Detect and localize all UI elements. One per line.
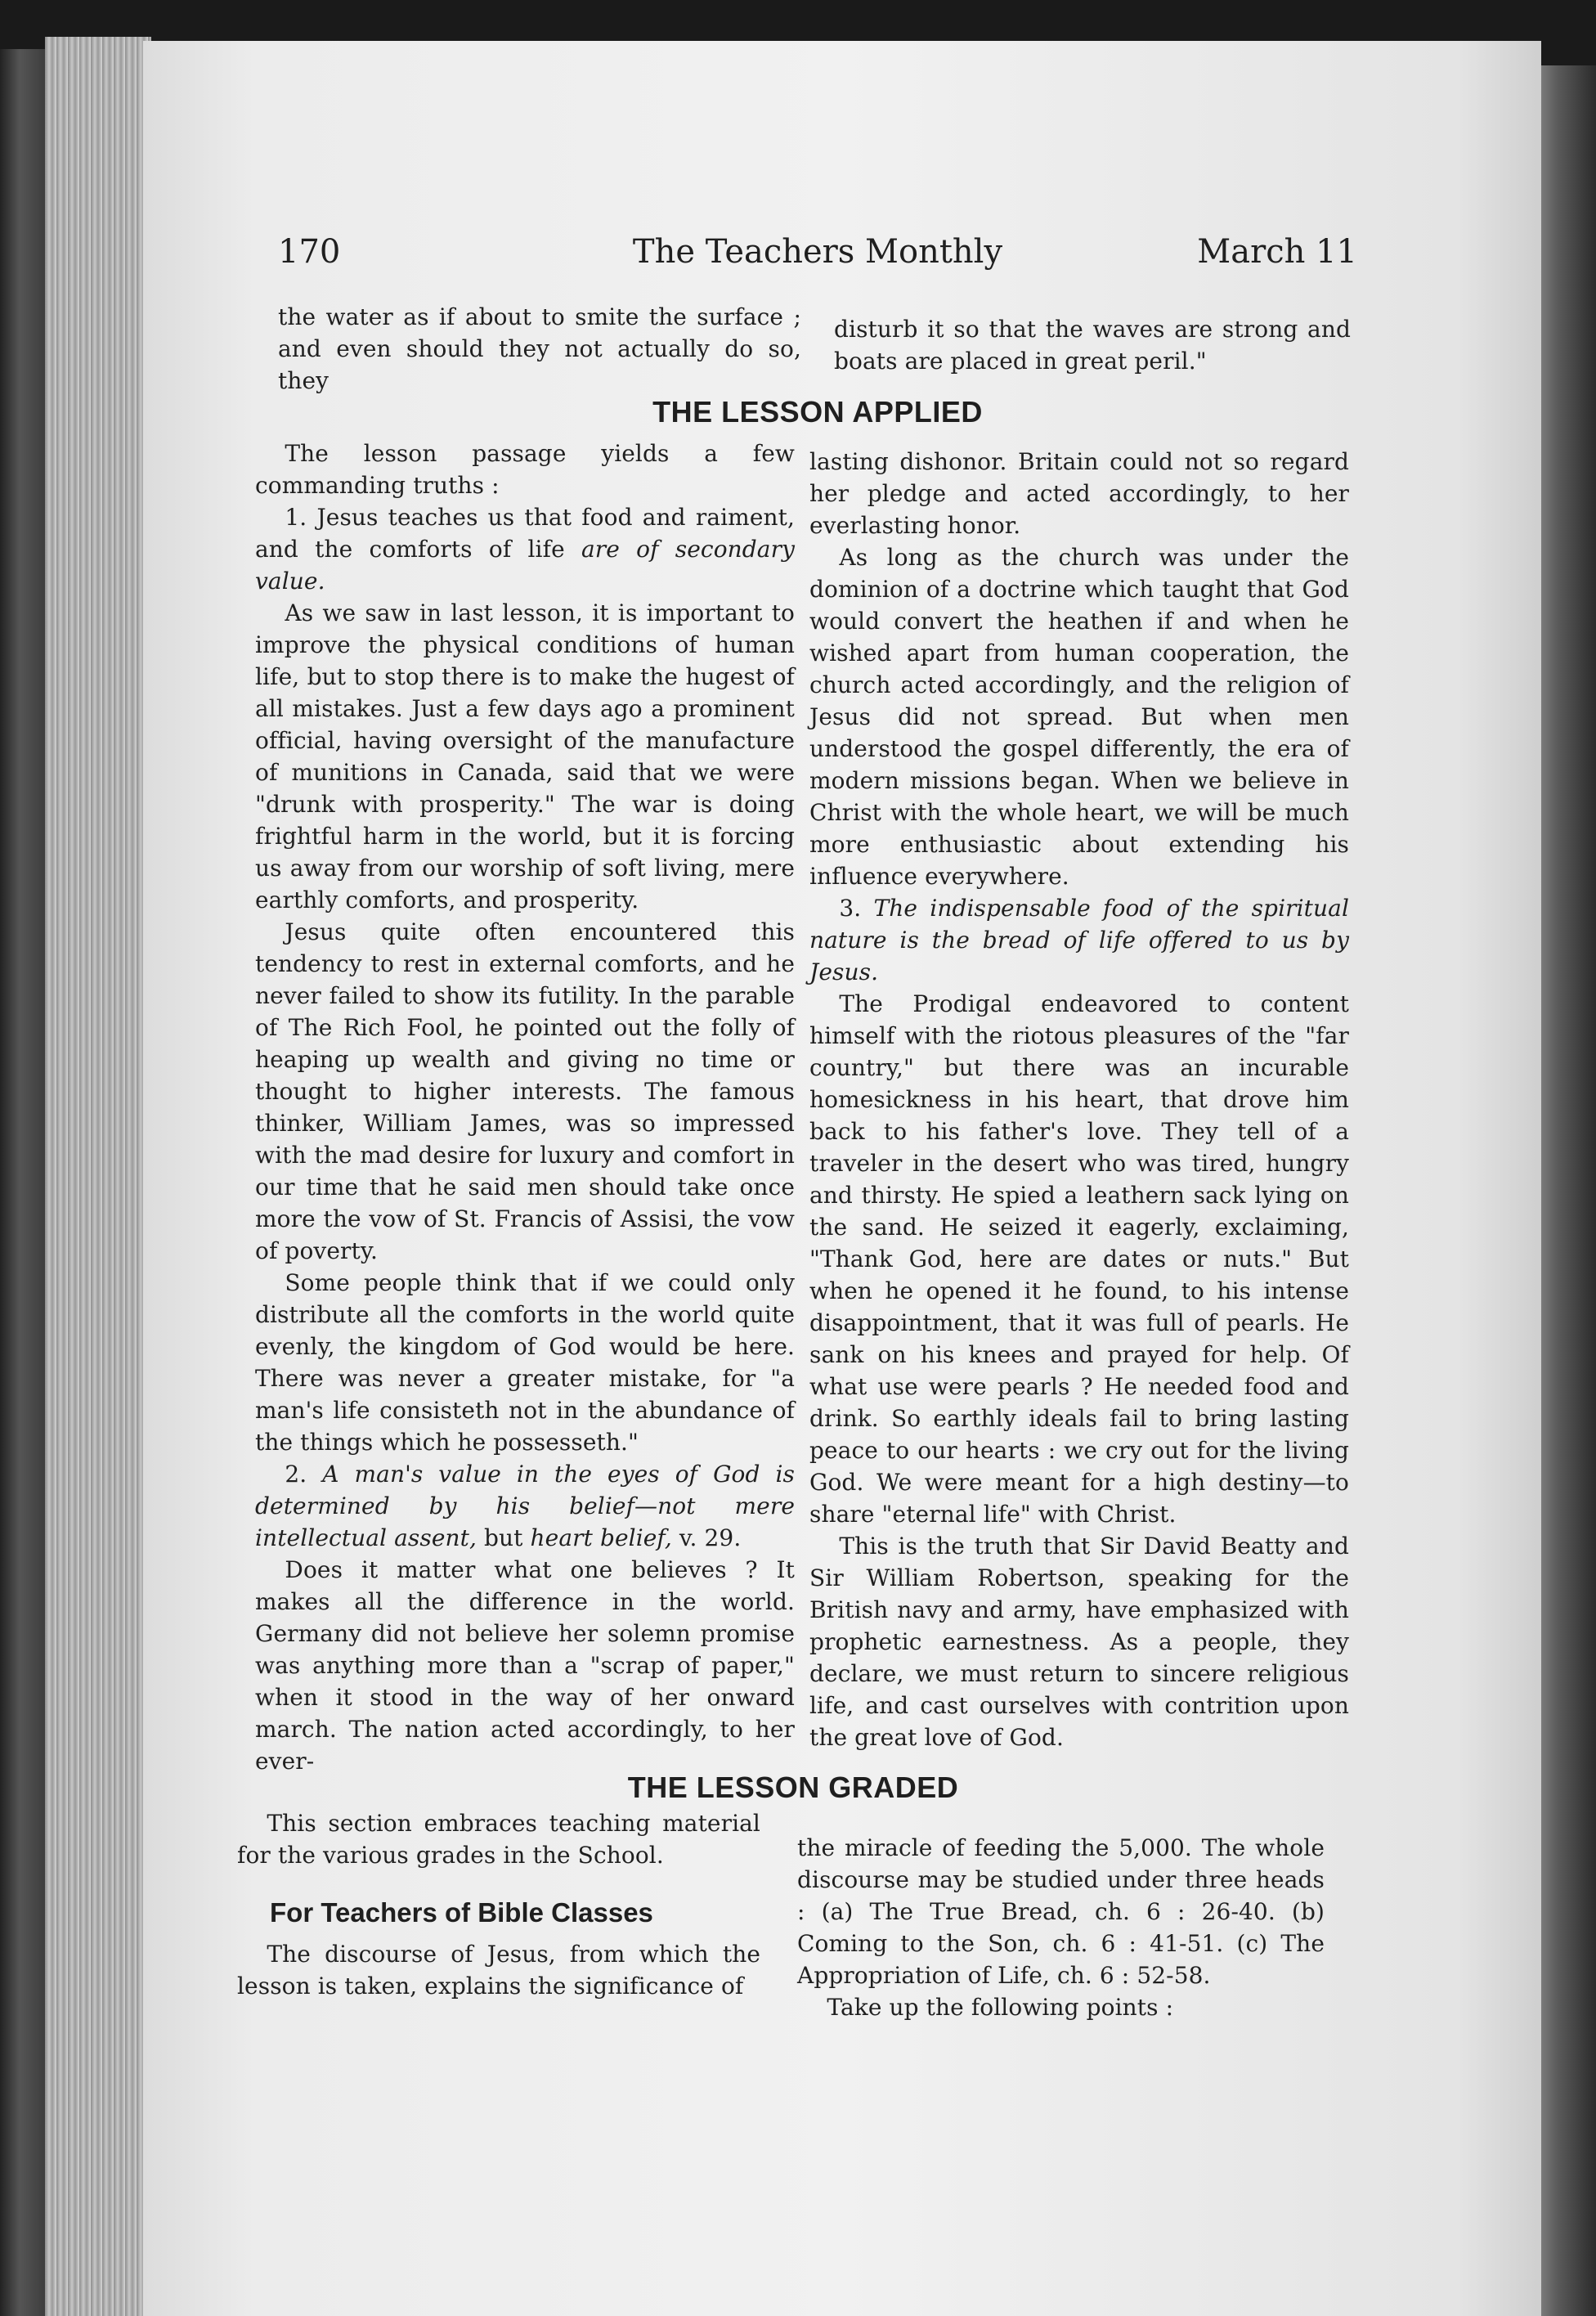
emphasis-text: are of secondary value.: [255, 536, 795, 595]
paragraph: the miracle of feeding the 5,000. The whole discourse may be studied under three heads : (a) The True Bread, ch. 6 : 26-40. (b) Coming to the Son, ch. 6 : 41-51. (c) The Appropriation of Life, ch. 6 : 52-58.: [797, 1834, 1325, 1989]
paragraph: As we saw in last lesson, it is important to improve the physical conditions of human life, but to stop there is to make the hugest of all mistakes. Just a few days ago a prominent official, having oversight of the manufacture of munitions in Canada, said that we were "drunk with prosperity." The war is doing frightful harm in the world, but it is forcing us away from our worship of soft living, mere earthly comforts, and prosperity.: [255, 599, 795, 913]
page-number: 170: [278, 233, 341, 271]
lesson-graded-left-column-text: [237, 1938, 760, 2002]
paragraph: The Prodigal endeavored to content himself with the riotous pleasures of the "far country," but there was an incurable homesickness in his heart, that drove him back to his father's love. They tell of a traveler in the desert who was tired, hungry and thirsty. He spied a leathern sack lying on the sand. He seized it eagerly, exclaiming, "Thank God, here are dates or nuts." But when he opened it he found, to his intense disappointment, that it was full of pearls. He sank on his knees and prayed for help. Of what use were pearls ? He needed food and drink. So earthly ideals fail to bring lasting peace to our hearts : we cry out for the living God. We were meant for a high destiny—to share "eternal life" with Christ.: [809, 990, 1349, 1528]
emphasis-text: A man's value in the eyes of God is determined by his belief—not mere intellectual assent,: [255, 1461, 795, 1551]
paragraph: [255, 501, 795, 597]
paragraph: The discourse of Jesus, from which the lesson is taken, explains the significance of: [237, 1941, 760, 2000]
paragraph: Does it matter what one believes ? It makes all the difference in the world. Germany did not believe her solemn promise was anything more than a "scrap of paper," when it stood in the way of her onward march. The nation acted accordingly, to her ever-: [255, 1556, 795, 1775]
paragraph: [809, 892, 1349, 988]
paragraph: As long as the church was under the dominion of a doctrine which taught that God would convert the heathen if and when he wished apart from human cooperation, the church acted accordingly, and the religion of Jesus did not spread. But when men understood the gospel differently, the era of modern missions began. When we believe in Christ with the whole heart, we will be much more enthusiastic about extending his influence everywhere.: [809, 544, 1349, 890]
section-heading-lesson-graded: THE LESSON GRADED: [627, 1771, 959, 1804]
running-head: [278, 233, 1357, 282]
paragraph: Jesus quite often encountered this tendency to rest in external comforts, and he never failed to show its futility. In the parable of The Rich Fool, he pointed out the folly of heaping up wealth and giving no time or thought to higher interests. The famous thinker, William James, was so impressed with the mad desire for luxury and comfort in our time that he said men should take once more the vow of St. Francis of Assisi, the vow of poverty.: [255, 918, 795, 1264]
lesson-applied-right-column: [809, 446, 1349, 1753]
sub-heading-bible-classes: For Teachers of Bible Classes: [270, 1897, 653, 1928]
paragraph: the water as if about to smite the surface ; and even should they not actually do so, they: [278, 303, 801, 394]
paragraph-text: 1. Jesus teaches us that food and raiment, and the comforts of life: [255, 504, 795, 563]
lesson-graded-right-column: [797, 1832, 1325, 2023]
paragraph-number: 2.: [285, 1461, 323, 1488]
scan-background-left: [0, 49, 49, 2316]
paragraph-text: but: [477, 1524, 531, 1551]
paragraph-text: v. 29.: [671, 1524, 742, 1551]
lesson-graded-left-column: [237, 1807, 760, 1871]
top-left-column: [278, 301, 801, 397]
paragraph: Some people think that if we could only distribute all the comforts in the world quite evenly, the kingdom of God would be here. There was never a greater mistake, for "a man's life consisteth not in the abundance of the things which he possesseth.": [255, 1269, 795, 1456]
paragraph-number: 3.: [839, 895, 874, 922]
book-page-edges: [45, 37, 151, 2316]
paragraph: lasting dishonor. Britain could not so regard her pledge and acted accordingly, to her everlasting honor.: [809, 448, 1349, 539]
paragraph: Take up the following points :: [827, 1994, 1174, 2021]
paragraph: This is the truth that Sir David Beatty and Sir William Robertson, speaking for the British navy and army, have emphasized with prophetic earnestness. As a people, they declare, we must return to sincere religious life, and cast ourselves with contrition upon the great love of God.: [809, 1533, 1349, 1751]
emphasis-text: The indispensable food of the spiritual nature is the bread of life offered to us by Jesus.: [809, 895, 1349, 985]
section-heading-lesson-applied: THE LESSON APPLIED: [652, 395, 983, 429]
binding-shadow-right: [1541, 65, 1596, 2316]
journal-title: The Teachers Monthly: [632, 233, 1003, 271]
top-right-column: [834, 313, 1351, 377]
issue-date: March 11: [1197, 233, 1357, 271]
lesson-applied-left-column: [255, 438, 795, 1777]
paragraph: disturb it so that the waves are strong and boats are placed in great peril.": [834, 316, 1351, 375]
paragraph: This section embraces teaching material for the various grades in the School.: [237, 1810, 760, 1869]
paragraph: [255, 1458, 795, 1554]
emphasis-text: heart belief,: [530, 1524, 672, 1551]
paragraph: The lesson passage yields a few commanding truths :: [255, 440, 795, 499]
